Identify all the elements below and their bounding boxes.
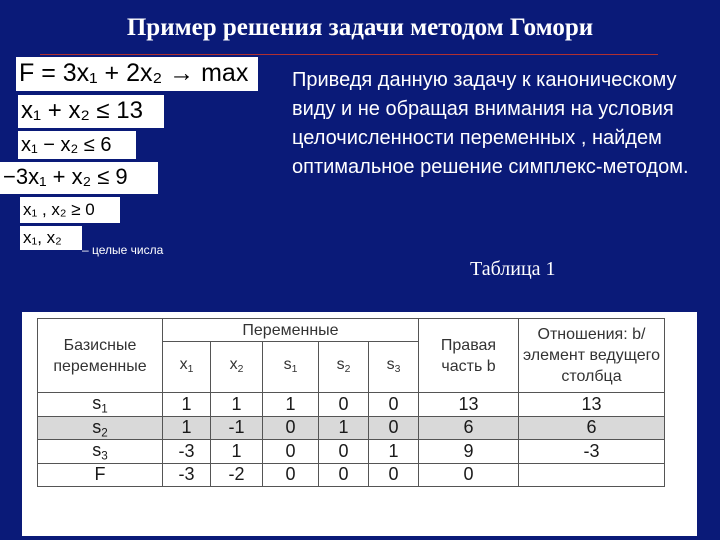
constraint-1	[18, 95, 164, 128]
basis-header: Базисные переменные	[38, 319, 163, 393]
coef-cell: 1	[263, 393, 319, 417]
constraint-2	[18, 131, 136, 159]
ratio-cell: 6	[519, 416, 665, 440]
basis-cell: F	[38, 463, 163, 487]
table-row	[38, 440, 665, 464]
coef-cell: 0	[319, 393, 369, 417]
coef-cell: 0	[369, 393, 419, 417]
integer-variables	[20, 226, 82, 250]
simplex-table-panel	[22, 312, 697, 536]
variable-header-s2: $s_2$	[319, 342, 369, 393]
rhs-cell: 13	[419, 393, 519, 417]
coef-cell: 1	[211, 440, 263, 464]
table-caption: Таблица 1	[470, 258, 556, 280]
coef-cell: 0	[263, 463, 319, 487]
coef-cell: 1	[369, 440, 419, 464]
coef-cell: 0	[263, 440, 319, 464]
simplex-table	[37, 318, 665, 487]
ratio-cell: 13	[519, 393, 665, 417]
intro-text: Приведя данную задачу к каноническому виду и не обращая внимания на условия целочисленности переменных , найдем оптимальное решение симплекс-методом.	[292, 69, 689, 178]
constraint-2-text: x₁ − x₂ ≤ 6	[21, 134, 112, 156]
coef-cell: 0	[319, 440, 369, 464]
title-divider	[40, 54, 658, 55]
table-row	[38, 463, 665, 487]
ratio-cell: -3	[519, 440, 665, 464]
rhs-cell: 9	[419, 440, 519, 464]
basis-cell: $s_2$	[38, 416, 163, 440]
variable-header-s1: $s_1$	[263, 342, 319, 393]
slide-title: Пример решения задачи методом Гомори	[126, 14, 594, 41]
ratio-cell	[519, 463, 665, 487]
coef-cell: -3	[163, 440, 211, 464]
coef-cell: 1	[319, 416, 369, 440]
table-row	[38, 416, 665, 440]
coef-cell: 1	[163, 393, 211, 417]
objective-function	[16, 57, 258, 91]
coef-cell: -3	[163, 463, 211, 487]
integer-note: – целые числа	[82, 243, 164, 257]
rhs-cell: 0	[419, 463, 519, 487]
constraint-3-text: −3x₁ + x₂ ≤ 9	[3, 164, 128, 189]
variable-header-x1: $x_1$	[163, 342, 211, 393]
coef-cell: -2	[211, 463, 263, 487]
ratio-header: Отношения: b/элемент ведущего столбца	[519, 319, 665, 393]
coef-cell: 0	[369, 463, 419, 487]
variable-header-x2: $x_2$	[211, 342, 263, 393]
rhs-cell: 6	[419, 416, 519, 440]
nonnegativity-text: x₁ , x₂ ≥ 0	[23, 200, 95, 219]
coef-cell: -1	[211, 416, 263, 440]
coef-cell: 1	[163, 416, 211, 440]
variables-header: Переменные	[163, 319, 419, 342]
coef-cell: 0	[263, 416, 319, 440]
basis-cell: $s_1$	[38, 393, 163, 417]
coef-cell: 0	[319, 463, 369, 487]
integer-variables-text: x₁, x₂	[23, 228, 62, 247]
constraint-1-text: x₁ + x₂ ≤ 13	[21, 97, 143, 124]
basis-cell: $s_3$	[38, 440, 163, 464]
objective-text: F = 3x₁ + 2x₂ → max	[19, 59, 249, 87]
rhs-header: Правая часть b	[419, 319, 519, 393]
nonnegativity-constraint	[20, 197, 120, 223]
table-row	[38, 393, 665, 417]
constraint-3	[0, 162, 158, 194]
coef-cell: 1	[211, 393, 263, 417]
coef-cell: 0	[369, 416, 419, 440]
variable-header-s3: $s_3$	[369, 342, 419, 393]
